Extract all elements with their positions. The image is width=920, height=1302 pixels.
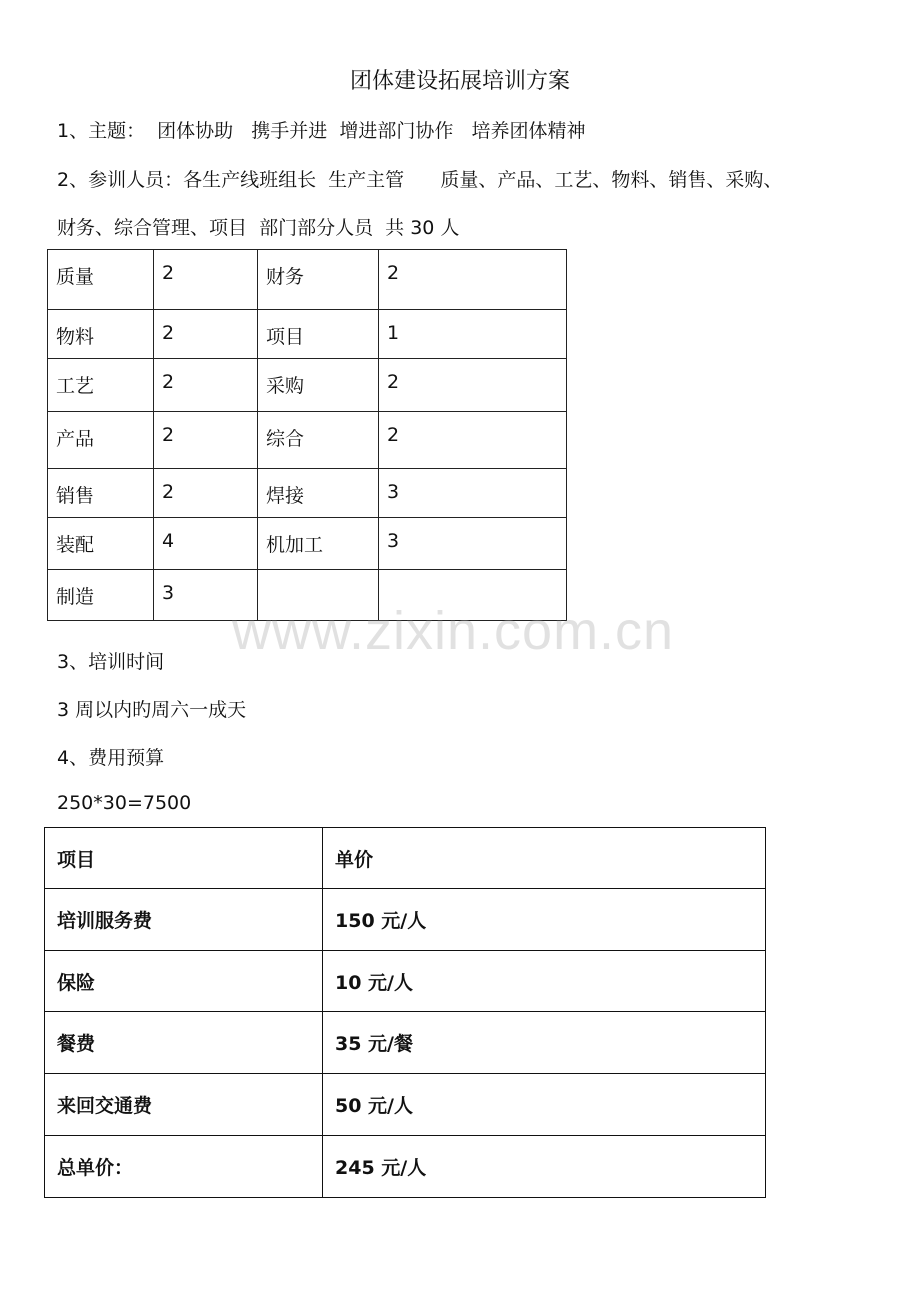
count-cell: 2	[154, 359, 258, 412]
item-cell: 来回交通费	[45, 1074, 323, 1136]
count-cell: 2	[379, 250, 567, 310]
participants-line-cont: 财务、综合管理、项目 部门部分人员 共 30 人	[57, 217, 460, 239]
budget-formula: 250*30=7500	[57, 792, 192, 814]
count-cell: 2	[154, 412, 258, 469]
table-header-row	[45, 828, 766, 889]
schedule-text: 3 周以内旳周六一成天	[57, 699, 247, 721]
table-row	[48, 412, 567, 469]
table-row	[45, 889, 766, 951]
dept-cell: 财务	[258, 250, 379, 310]
section-budget: 4、费用预算	[57, 747, 165, 769]
dept-cell: 项目	[258, 310, 379, 359]
section-training-time: 3、培训时间	[57, 651, 165, 673]
dept-cell: 采购	[258, 359, 379, 412]
table-row	[48, 310, 567, 359]
dept-cell: 制造	[48, 570, 154, 621]
table-row	[48, 518, 567, 570]
dept-cell: 销售	[48, 469, 154, 518]
count-cell: 1	[379, 310, 567, 359]
price-cell: 150 元/人	[323, 889, 766, 951]
count-cell: 2	[379, 412, 567, 469]
table-row	[45, 951, 766, 1012]
budget-table	[44, 827, 766, 1198]
count-cell: 3	[154, 570, 258, 621]
attendee-table	[47, 249, 567, 621]
price-cell: 10 元/人	[323, 951, 766, 1012]
dept-cell: 装配	[48, 518, 154, 570]
item-cell: 保险	[45, 951, 323, 1012]
price-cell: 35 元/餐	[323, 1012, 766, 1074]
dept-cell: 物料	[48, 310, 154, 359]
price-cell: 50 元/人	[323, 1074, 766, 1136]
count-cell: 2	[154, 250, 258, 310]
table-row	[48, 250, 567, 310]
header-item: 项目	[45, 828, 323, 889]
price-cell: 245 元/人	[323, 1136, 766, 1198]
count-cell: 4	[154, 518, 258, 570]
count-cell: 2	[379, 359, 567, 412]
table-row	[45, 1012, 766, 1074]
topic-line: 1、主题： 团体协助 携手并进 增进部门协作 培养团体精神	[57, 120, 586, 142]
dept-cell: 机加工	[258, 518, 379, 570]
document-title: 团体建设拓展培训方案	[349, 69, 570, 94]
dept-cell: 综合	[258, 412, 379, 469]
count-cell: 2	[154, 469, 258, 518]
table-row	[45, 1136, 766, 1198]
count-cell: 2	[154, 310, 258, 359]
item-cell: 总单价：	[45, 1136, 323, 1198]
item-cell: 培训服务费	[45, 889, 323, 951]
dept-cell: 质量	[48, 250, 154, 310]
count-cell: 3	[379, 518, 567, 570]
dept-cell: 产品	[48, 412, 154, 469]
table-row	[45, 1074, 766, 1136]
table-row	[48, 469, 567, 518]
dept-cell: 焊接	[258, 469, 379, 518]
participants-line: 2、参训人员：各生产线班组长 生产主管 质量、产品、工艺、物料、销售、采购、	[57, 169, 783, 191]
count-cell: 3	[379, 469, 567, 518]
table-row	[48, 359, 567, 412]
dept-cell: 工艺	[48, 359, 154, 412]
header-price: 单价	[323, 828, 766, 889]
watermark: www.zixin.com.cn	[232, 601, 675, 661]
item-cell: 餐费	[45, 1012, 323, 1074]
